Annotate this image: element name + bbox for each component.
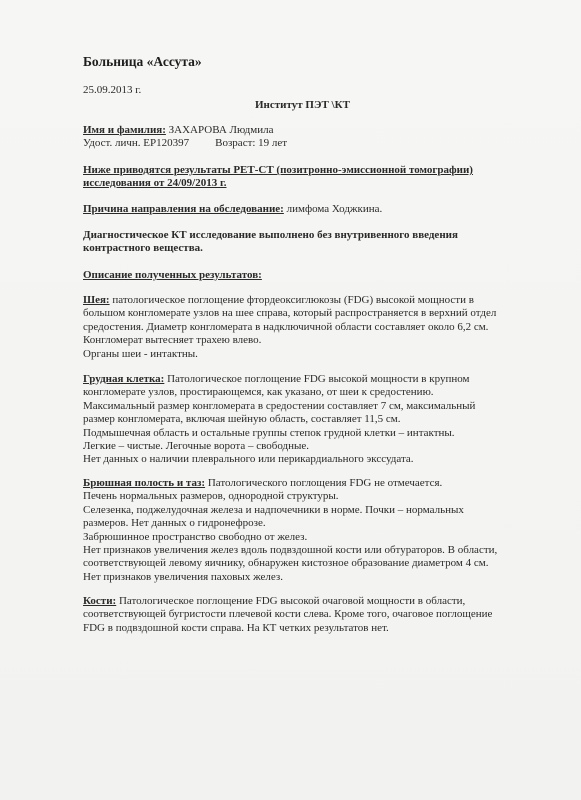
section-text-line: Нет признаков увеличения желез вдоль подвздошной кости или обтураторов. В области,	[83, 544, 498, 557]
section-label: Брюшная полость и таз:	[83, 477, 206, 489]
section-label: Кости:	[83, 595, 117, 607]
section-text-line: Нет данных о наличии плеврального или перикардиального экссудата.	[83, 453, 414, 466]
patient-id: Удост. личн. ЕР120397	[83, 137, 190, 149]
section-text-line: размеров. Нет данных о гидронефрозе.	[83, 517, 266, 530]
section-text-line: Селезенка, поджелудочная железа и надпочечники в норме. Почки – нормальных	[83, 503, 464, 516]
section-label: Шея:	[83, 294, 110, 306]
patient-name-line	[83, 124, 273, 137]
section-text-line: Максимальный размер конгломерата в средостении составляет 7 см, максимальный	[83, 399, 476, 412]
results-heading	[83, 164, 523, 191]
patient-age: Возраст: 19 лет	[215, 137, 288, 149]
section-text-line: соответствующей левому яичнику, обнаружен кистозное образование диаметром 4 см.	[83, 557, 489, 570]
section-bones	[83, 595, 523, 635]
section-text-line: конгломерате узлов, простирающемся, как указано, от шеи к средостению.	[83, 386, 434, 399]
document-date: 25.09.2013 г.	[83, 84, 142, 96]
section-text-line: Патологического поглощения FDG не отмечается.	[205, 477, 443, 489]
section-text-line: Нет признаков увеличения паховых желез.	[83, 570, 284, 583]
section-text-line: большом конгломерате узлов на шее справа, который распространяется в верхний отдел	[83, 307, 497, 320]
referral-value: лимфома Ходжкина.	[283, 203, 383, 215]
name-label: Имя и фамилия:	[83, 124, 166, 136]
section-text-line: средостения. Диаметр конгломерата в надключичной области составляет около 6,2 см.	[83, 320, 489, 333]
section-label: Грудная клетка:	[83, 373, 165, 385]
patient-id-line	[83, 137, 287, 150]
results-heading-line: исследования от 24/09/2013 г.	[83, 177, 227, 190]
section-neck	[83, 294, 523, 361]
section-text-line: Легкие – чистые. Легочные ворота – свободные.	[83, 440, 310, 453]
section-text-line: Конгломерат вытесняет трахею влево.	[83, 334, 262, 347]
description-heading: Описание полученных результатов:	[83, 269, 262, 281]
section-text-line: Печень нормальных размеров, однородной структуры.	[83, 490, 339, 503]
results-heading-line: Ниже приводятся результаты РЕТ-СТ (позитронно-эмиссионной томографии)	[83, 164, 473, 176]
ct-note	[83, 229, 523, 256]
section-text-line: размер конгломерата, включая шейную область, составляет 11,5 см.	[83, 413, 401, 426]
institute-name: Институт ПЭТ \КТ	[255, 99, 350, 111]
section-text-line: соответствующей бугристости плечевой кости слева. Кроме того, очаговое поглощение	[83, 608, 493, 621]
referral-label: Причина направления на обследование:	[83, 203, 284, 215]
section-abdomen	[83, 477, 523, 584]
patient-name: ЗАХАРОВА Людмила	[165, 124, 274, 136]
section-text-line: патологическое поглощение фтордеоксиглюкозы (FDG) высокой мощности в	[109, 294, 474, 306]
section-text-line: FDG в подвздошной кости справа. На КТ четких результатов нет.	[83, 621, 389, 634]
section-text-line: Органы шеи - интактны.	[83, 347, 198, 360]
section-text-line: Забрюшинное пространство свободно от желез.	[83, 530, 308, 543]
ct-note-line: контрастного вещества.	[83, 242, 203, 255]
section-text-line: Подмышечная область и остальные группы степок грудной клетки – интактны.	[83, 426, 455, 439]
hospital-name: Больница «Ассута»	[83, 54, 202, 69]
ct-note-line: Диагностическое КТ исследование выполнено без внутривенного введения	[83, 229, 458, 241]
section-text-line: Патологическое поглощение FDG высокой мощности в крупном	[164, 373, 470, 385]
section-text-line: Патологическое поглощение FDG высокой очаговой мощности в области,	[116, 595, 466, 607]
referral-line	[83, 203, 382, 216]
section-chest	[83, 373, 523, 467]
